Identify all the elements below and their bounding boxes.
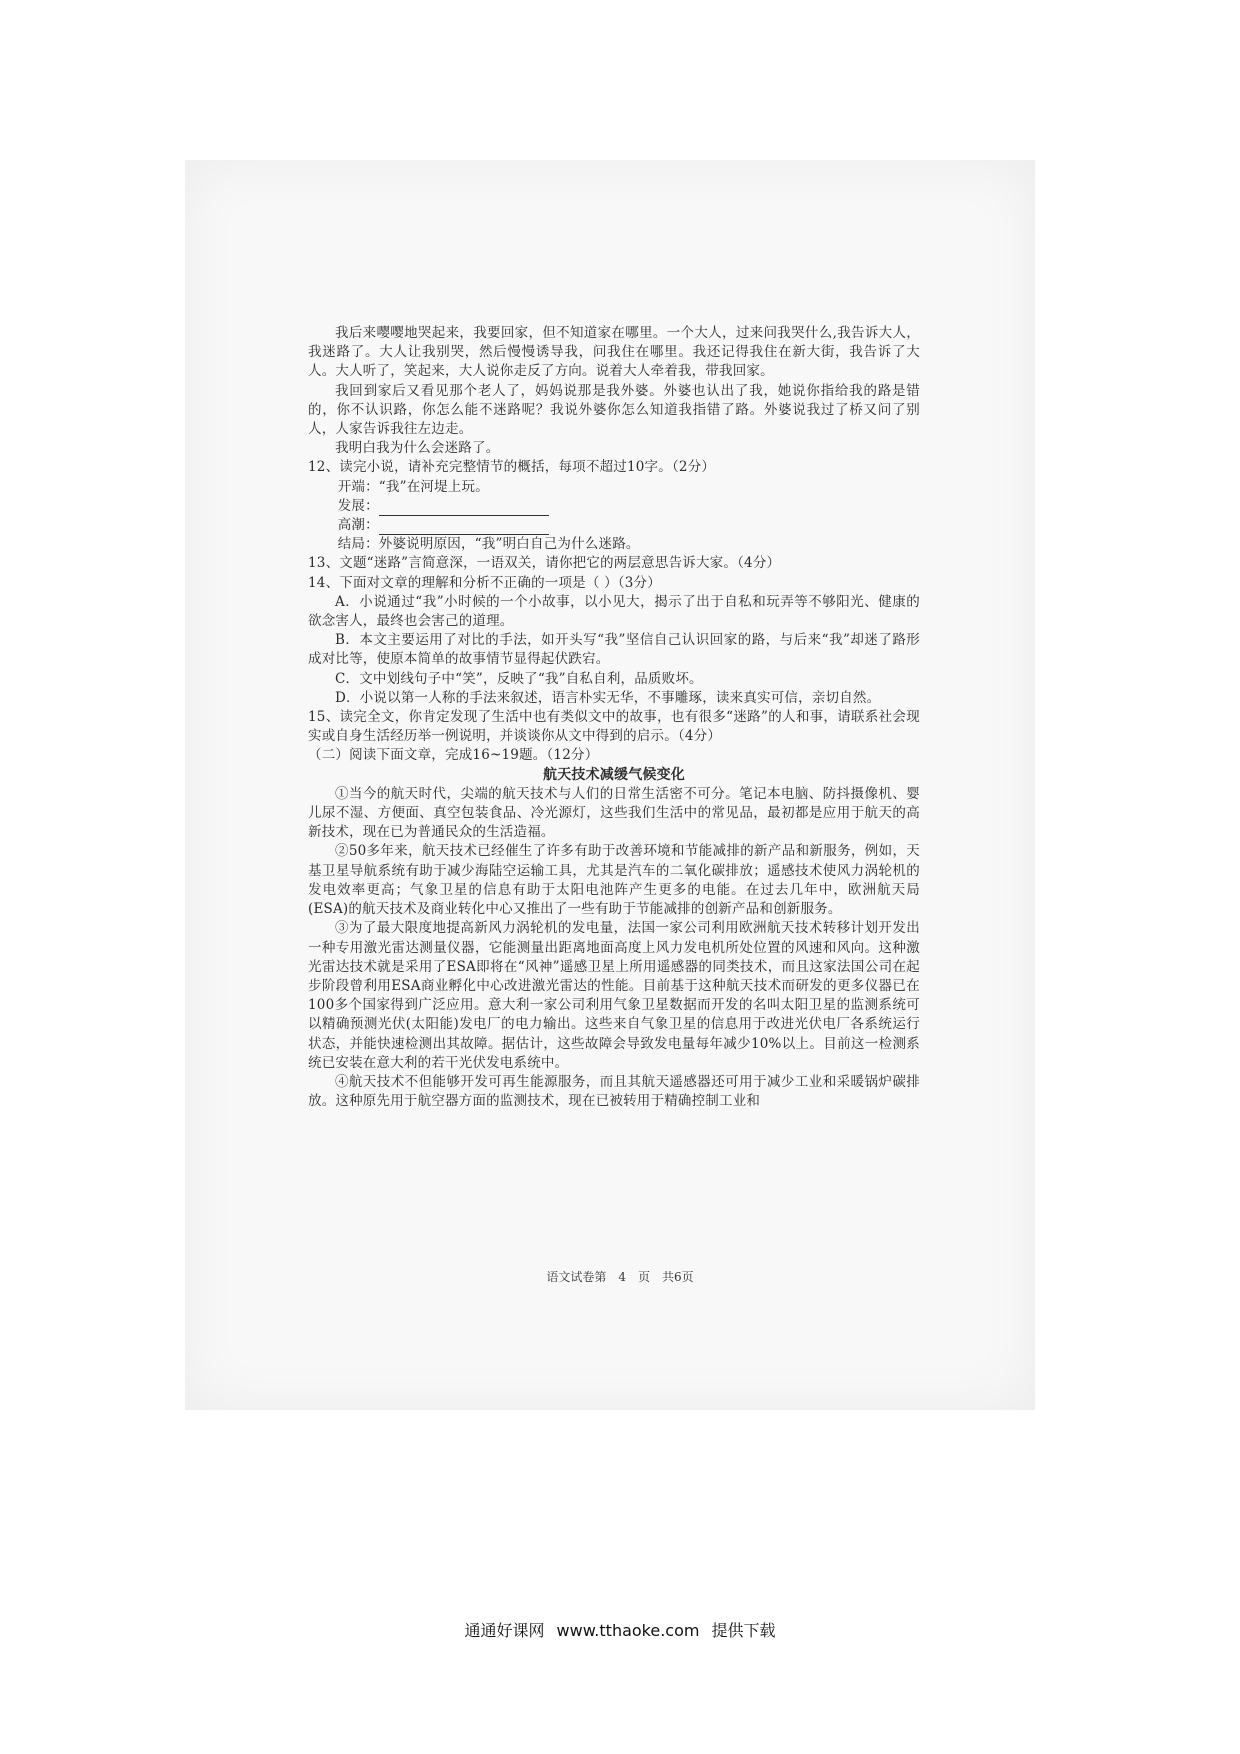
question-15-prompt: 15、读完全文，你肯定发现了生活中也有类似文中的故事，也有很多“迷路”的人和事，请联系社会现实或自身生活经历举一例说明，并谈谈你从文中得到的启示。（4分）	[308, 709, 920, 745]
question-12-prompt: 12、读完小说，请补充完整情节的概括，每项不超过10字。（2分）	[308, 459, 716, 476]
article-paragraph-2: ②50多年来，航天技术已经催生了许多有助于改善环境和节能减排的新产品和新服务，例如，天基卫星导航系统有助于减少海陆空运输工具，尤其是汽车的二氧化碳排放；遥感技术使风力涡轮机的发电效率更高；气象卫星的信息有助于太阳电池阵产生更多的电能。在过去几年中，欧洲航天局(ESA)的航天技术及商业转化中心又推出了一些有助于节能减排的创新产品和创新服务。	[308, 843, 920, 918]
footer-total-pages: 共6页	[662, 1270, 694, 1284]
story-paragraph-3: 我明白我为什么会迷路了。	[335, 440, 500, 457]
question-13-prompt: 13、文题“迷路”言简意深，一语双关，请你把它的两层意思告诉大家。（4分）	[308, 555, 781, 572]
develop-answer-blank[interactable]	[379, 501, 549, 516]
download-watermark	[0, 1618, 1240, 1641]
article-paragraph-1: ①当今的航天时代，尖端的航天技术与人们的日常生活密不可分。笔记本电脑、防抖摄像机、婴儿尿不湿、方便面、真空包装食品、冷光源灯，这些我们生活中的常见品，最初都是应用于航天的高新技术，现在已为普通民众的生活造福。	[308, 785, 920, 841]
article-paragraph-3: ③为了最大限度地提高新风力涡轮机的发电量，法国一家公司利用欧洲航天技术转移计划开发出一种专用激光雷达测量仪器，它能测量出距离地面高度上风力发电机所处位置的风速和风向。这种激光雷达技术就是采用了ESA即将在“风神”遥感卫星上所用遥感器的同类技术，而且这家法国公司在起步阶段曾利用ESA商业孵化中心改进激光雷达的性能。目前基于这种航天技术而研发的更多仪器已在100多个国家得到广泛应用。意大利一家公司利用气象卫星数据而开发的名叫太阳卫星的监测系统可以精确预测光伏(太阳能)发电厂的电力输出。这些来自气象卫星的信息用于改进光伏电厂各系统运行状态，并能快速检测出其故障。据估计，这些故障会导致发电量每年减少10%以上。目前这一检测系统已安装在意大利的若干光伏发电系统中。	[308, 920, 920, 1071]
story-paragraph-2: 我回到家后又看见那个老人了，妈妈说那是我外婆。外婆也认出了我，她说你指给我的路是错的，你不认识路，你怎么能不迷路呢？我说外婆你怎么知道我指错了路。外婆说我过了桥又问了别人，人家告诉我往左边走。	[308, 382, 920, 438]
watermark-site-name: 通通好课网	[464, 1621, 545, 1640]
question-12-ending: 结局：外婆说明原因，“我”明白自己为什么迷路。	[337, 536, 640, 553]
story-paragraph-1: 我后来嘤嘤地哭起来，我要回家，但不知道家在哪里。一个大人，过来问我哭什么,我告诉大人，我迷路了。大人让我别哭，然后慢慢诱导我，问我住在哪里。我还记得我住在新大街，我告诉了大人。大人听了，笑起来，大人说你走反了方向。说着大人牵着我，带我回家。	[308, 325, 920, 380]
question-12-climax	[308, 516, 920, 535]
watermark-note: 提供下载	[711, 1621, 776, 1640]
watermark-url[interactable]: www.tthaoke.com	[556, 1621, 700, 1640]
develop-label: 发展：	[337, 497, 379, 514]
climax-answer-blank[interactable]	[379, 520, 549, 535]
question-14-option-c: C．文中划线句子中“笑”，反映了“我”自私自利，品质败坏。	[335, 670, 703, 687]
footer-subject: 语文试卷第	[546, 1270, 607, 1284]
question-14-prompt: 14、下面对文章的理解和分析不正确的一项是（ ）（3分）	[308, 574, 661, 591]
article-paragraph-4: ④航天技术不但能够开发可再生能源服务，而且其航天遥感器还可用于减少工业和采暖锅炉碳排放。这种原先用于航空器方面的监测技术，现在已被转用于精确控制工业和	[308, 1073, 920, 1110]
footer-page-unit: 页	[638, 1270, 651, 1284]
climax-label: 高潮：	[337, 517, 379, 534]
article-title: 航天技术减缓气候变化	[543, 766, 685, 783]
question-12-develop	[308, 497, 920, 516]
footer-page-number: 4	[618, 1270, 626, 1284]
exam-page-content	[308, 324, 920, 1111]
question-14-option-b: B．本文主要运用了对比的手法，如开头写“我”坚信自己认识回家的路，与后来“我”却迷了路形成对比等，使原本简单的故事情节显得起伏跌宕。	[308, 632, 920, 668]
page-footer	[0, 1268, 1240, 1285]
section-2-heading: （二）阅读下面文章，完成16~19题。（12分）	[308, 747, 599, 764]
question-12-start: 开端：“我”在河堤上玩。	[337, 478, 489, 495]
question-14-option-a: A．小说通过“我”小时候的一个小故事，以小见大，揭示了出于自私和玩弄等不够阳光、健康的欲念害人，最终也会害己的道理。	[308, 593, 920, 630]
question-14-option-d: D．小说以第一人称的手法来叙述，语言朴实无华，不事雕琢，读来真实可信，亲切自然。	[335, 689, 881, 706]
